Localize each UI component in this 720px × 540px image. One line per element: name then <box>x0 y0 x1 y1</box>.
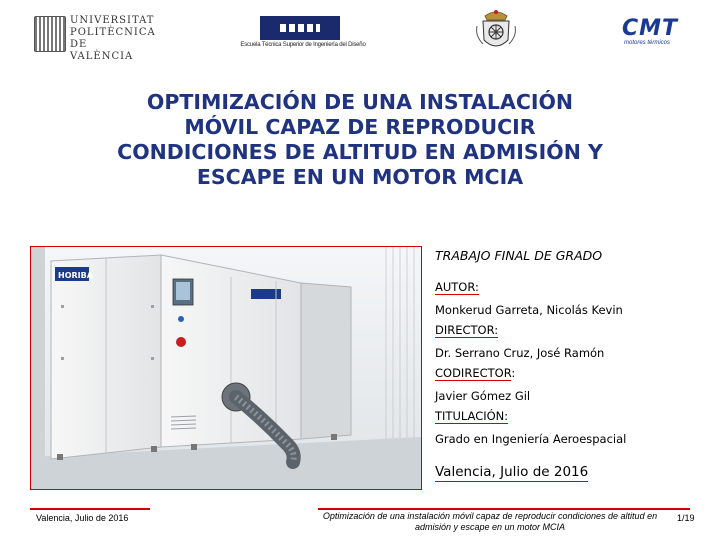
cmt-logo-text: CMT <box>622 16 679 41</box>
codirector-name: Javier Gómez Gil <box>435 389 531 403</box>
director-label: DIRECTOR: <box>435 323 499 337</box>
author-name: Monkerud Garreta, Nicolás Kevin <box>435 303 623 317</box>
footer-title: Optimización de una instalación móvil capaz de reproducir condiciones de altitud en admisión y escape en un motor MCIA <box>322 511 658 532</box>
author-label: AUTOR: <box>435 280 479 294</box>
brand-label: HORIBA <box>58 271 93 280</box>
work-type: TRABAJO FINAL DE GRADO <box>435 248 603 263</box>
upv-logo-mark <box>34 16 66 52</box>
equipment-illustration <box>31 247 421 489</box>
director-name: Dr. Serrano Cruz, José Ramón <box>435 346 605 360</box>
cmt-logo-subtext: motores térmicos <box>624 40 671 46</box>
footer-divider-left <box>30 508 150 510</box>
etsid-logo-text: Escuela Técnica Superior de Ingeniería del Diseño <box>240 42 366 48</box>
crest-icon <box>473 6 519 54</box>
upv-logo-text: UNIVERSITAT POLITÈCNICA DE VALÈNCIA <box>70 15 156 62</box>
title-line: OPTIMIZACIÓN DE UNA INSTALACIÓN <box>146 90 574 114</box>
page-number: 1/19 <box>677 513 695 523</box>
cmt-logo <box>620 18 692 50</box>
footer-date: Valencia, Julio de 2016 <box>36 513 129 523</box>
crest-logo <box>473 6 519 54</box>
etsid-logo-mark <box>260 16 340 40</box>
degree-label: TITULACIÓN: <box>435 409 509 423</box>
upv-logo <box>34 14 156 62</box>
footer-divider-right <box>318 508 690 510</box>
etsid-logo <box>240 16 366 52</box>
page-title <box>30 90 690 190</box>
place-date: Valencia, Julio de 2016 <box>435 464 589 480</box>
equipment-photo <box>30 246 422 490</box>
codirector-label: CODIRECTOR: <box>435 366 516 380</box>
title-line: ESCAPE EN UN MOTOR MCIA <box>196 165 524 189</box>
title-line: CONDICIONES DE ALTITUD EN ADMISIÓN Y <box>117 140 603 164</box>
title-line: MÓVIL CAPAZ DE REPRODUCIR <box>184 115 536 139</box>
degree-name: Grado en Ingeniería Aeroespacial <box>435 432 627 446</box>
